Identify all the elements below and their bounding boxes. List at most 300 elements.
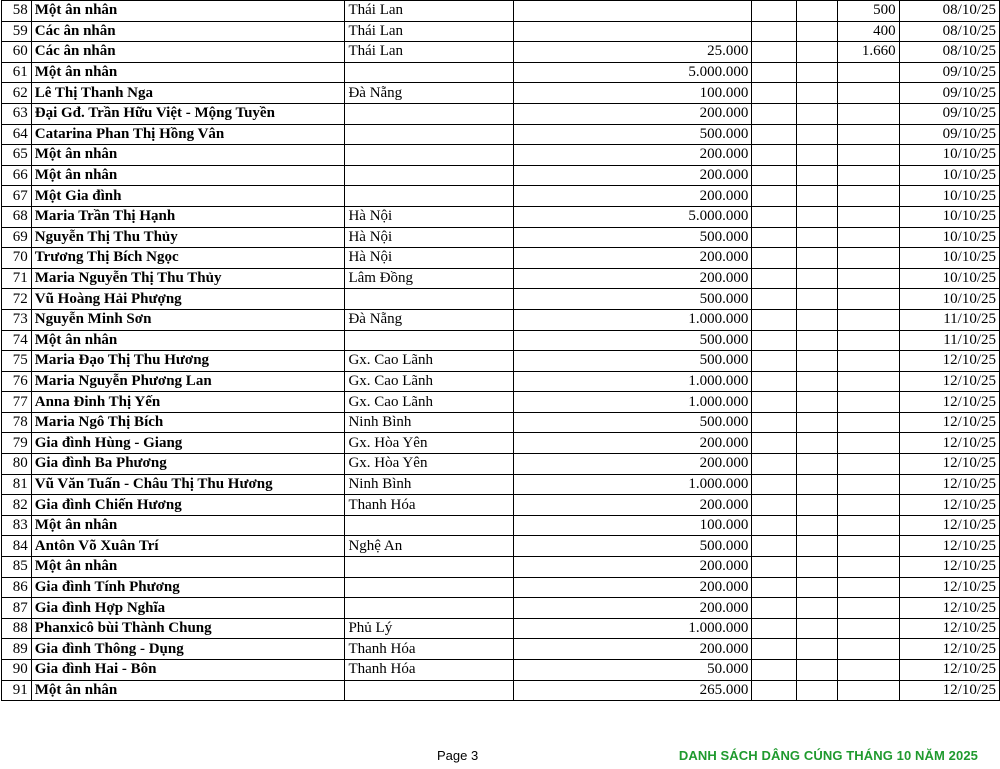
donor-location: Đà Nẵng bbox=[345, 309, 514, 330]
donor-name: Gia đình Hùng - Giang bbox=[31, 433, 345, 454]
donor-name: Các ân nhân bbox=[31, 21, 345, 42]
empty-cell bbox=[797, 454, 838, 475]
donor-name: Antôn Võ Xuân Trí bbox=[31, 536, 345, 557]
row-number: 90 bbox=[2, 660, 32, 681]
amount-vnd: 500.000 bbox=[514, 330, 752, 351]
empty-cell bbox=[797, 103, 838, 124]
amount-vnd: 100.000 bbox=[514, 515, 752, 536]
donor-location bbox=[345, 289, 514, 310]
donor-location bbox=[345, 577, 514, 598]
donation-date: 10/10/25 bbox=[899, 165, 999, 186]
donor-location bbox=[345, 680, 514, 701]
row-number: 68 bbox=[2, 206, 32, 227]
empty-cell bbox=[752, 515, 797, 536]
amount-vnd: 200.000 bbox=[514, 433, 752, 454]
empty-cell bbox=[752, 536, 797, 557]
amount-vnd: 1.000.000 bbox=[514, 309, 752, 330]
table-row bbox=[2, 680, 1000, 701]
amount-foreign bbox=[838, 83, 899, 104]
empty-cell bbox=[752, 1, 797, 22]
empty-cell bbox=[797, 618, 838, 639]
table-row bbox=[2, 433, 1000, 454]
table-row bbox=[2, 83, 1000, 104]
amount-foreign bbox=[838, 557, 899, 578]
amount-foreign bbox=[838, 351, 899, 372]
empty-cell bbox=[797, 227, 838, 248]
empty-cell bbox=[752, 21, 797, 42]
amount-vnd: 100.000 bbox=[514, 83, 752, 104]
amount-vnd: 200.000 bbox=[514, 495, 752, 516]
donation-date: 12/10/25 bbox=[899, 474, 999, 495]
row-number: 58 bbox=[2, 1, 32, 22]
empty-cell bbox=[797, 557, 838, 578]
donation-date: 12/10/25 bbox=[899, 515, 999, 536]
donation-date: 09/10/25 bbox=[899, 62, 999, 83]
page-number: Page 3 bbox=[437, 748, 479, 763]
amount-vnd: 200.000 bbox=[514, 165, 752, 186]
table-row bbox=[2, 124, 1000, 145]
amount-vnd bbox=[514, 21, 752, 42]
donation-date: 12/10/25 bbox=[899, 351, 999, 372]
donation-date: 09/10/25 bbox=[899, 124, 999, 145]
row-number: 86 bbox=[2, 577, 32, 598]
empty-cell bbox=[797, 248, 838, 269]
empty-cell bbox=[797, 62, 838, 83]
empty-cell bbox=[797, 145, 838, 166]
donor-name: Một ân nhân bbox=[31, 557, 345, 578]
table-row bbox=[2, 227, 1000, 248]
donation-date: 10/10/25 bbox=[899, 186, 999, 207]
empty-cell bbox=[752, 268, 797, 289]
table-row bbox=[2, 557, 1000, 578]
empty-cell bbox=[752, 412, 797, 433]
amount-foreign bbox=[838, 598, 899, 619]
table-row bbox=[2, 536, 1000, 557]
table-row bbox=[2, 309, 1000, 330]
donor-location: Gx. Hòa Yên bbox=[345, 433, 514, 454]
donor-name: Lê Thị Thanh Nga bbox=[31, 83, 345, 104]
table-row bbox=[2, 371, 1000, 392]
empty-cell bbox=[752, 639, 797, 660]
empty-cell bbox=[797, 165, 838, 186]
empty-cell bbox=[752, 330, 797, 351]
row-number: 83 bbox=[2, 515, 32, 536]
table-row bbox=[2, 351, 1000, 372]
donation-date: 08/10/25 bbox=[899, 21, 999, 42]
donor-location: Ninh Bình bbox=[345, 412, 514, 433]
amount-vnd: 5.000.000 bbox=[514, 62, 752, 83]
empty-cell bbox=[752, 62, 797, 83]
donation-date: 12/10/25 bbox=[899, 392, 999, 413]
amount-foreign bbox=[838, 145, 899, 166]
donor-name: Catarina Phan Thị Hồng Vân bbox=[31, 124, 345, 145]
empty-cell bbox=[797, 660, 838, 681]
empty-cell bbox=[752, 289, 797, 310]
donor-name: Phanxicô bùi Thành Chung bbox=[31, 618, 345, 639]
amount-vnd: 200.000 bbox=[514, 598, 752, 619]
amount-vnd: 200.000 bbox=[514, 145, 752, 166]
amount-vnd: 1.000.000 bbox=[514, 618, 752, 639]
amount-foreign bbox=[838, 371, 899, 392]
empty-cell bbox=[752, 660, 797, 681]
amount-foreign bbox=[838, 618, 899, 639]
amount-foreign: 500 bbox=[838, 1, 899, 22]
amount-vnd: 5.000.000 bbox=[514, 206, 752, 227]
empty-cell bbox=[797, 206, 838, 227]
amount-foreign bbox=[838, 495, 899, 516]
donor-location: Hà Nội bbox=[345, 227, 514, 248]
donor-name: Gia đình Thông - Dụng bbox=[31, 639, 345, 660]
donor-location bbox=[345, 124, 514, 145]
empty-cell bbox=[752, 557, 797, 578]
empty-cell bbox=[752, 433, 797, 454]
empty-cell bbox=[797, 1, 838, 22]
row-number: 61 bbox=[2, 62, 32, 83]
row-number: 64 bbox=[2, 124, 32, 145]
row-number: 73 bbox=[2, 309, 32, 330]
donation-date: 12/10/25 bbox=[899, 412, 999, 433]
amount-vnd: 500.000 bbox=[514, 289, 752, 310]
empty-cell bbox=[752, 103, 797, 124]
amount-vnd: 500.000 bbox=[514, 227, 752, 248]
amount-foreign bbox=[838, 268, 899, 289]
donor-name: Một ân nhân bbox=[31, 145, 345, 166]
amount-foreign: 400 bbox=[838, 21, 899, 42]
document-title: DANH SÁCH DÂNG CÚNG THÁNG 10 NĂM 2025 bbox=[678, 748, 978, 763]
table-row bbox=[2, 268, 1000, 289]
donation-table-body bbox=[2, 1, 1000, 701]
donation-date: 12/10/25 bbox=[899, 577, 999, 598]
donor-name: Một Gia đình bbox=[31, 186, 345, 207]
amount-vnd: 200.000 bbox=[514, 248, 752, 269]
empty-cell bbox=[752, 145, 797, 166]
empty-cell bbox=[797, 392, 838, 413]
donor-location bbox=[345, 186, 514, 207]
row-number: 60 bbox=[2, 42, 32, 63]
donation-date: 10/10/25 bbox=[899, 206, 999, 227]
amount-foreign bbox=[838, 165, 899, 186]
empty-cell bbox=[797, 309, 838, 330]
empty-cell bbox=[752, 454, 797, 475]
amount-vnd: 200.000 bbox=[514, 268, 752, 289]
donor-name: Gia đình Hợp Nghĩa bbox=[31, 598, 345, 619]
amount-foreign bbox=[838, 680, 899, 701]
donor-name: Anna Đinh Thị Yến bbox=[31, 392, 345, 413]
amount-foreign bbox=[838, 309, 899, 330]
amount-vnd: 25.000 bbox=[514, 42, 752, 63]
amount-foreign bbox=[838, 577, 899, 598]
donation-date: 12/10/25 bbox=[899, 660, 999, 681]
amount-vnd: 200.000 bbox=[514, 103, 752, 124]
donor-location: Gx. Cao Lãnh bbox=[345, 371, 514, 392]
row-number: 81 bbox=[2, 474, 32, 495]
empty-cell bbox=[797, 639, 838, 660]
donor-location: Thanh Hóa bbox=[345, 495, 514, 516]
donor-location: Hà Nội bbox=[345, 248, 514, 269]
row-number: 76 bbox=[2, 371, 32, 392]
row-number: 85 bbox=[2, 557, 32, 578]
amount-foreign bbox=[838, 186, 899, 207]
amount-foreign bbox=[838, 124, 899, 145]
empty-cell bbox=[752, 42, 797, 63]
donation-date: 12/10/25 bbox=[899, 639, 999, 660]
amount-foreign bbox=[838, 248, 899, 269]
amount-vnd: 500.000 bbox=[514, 412, 752, 433]
table-row bbox=[2, 21, 1000, 42]
donation-date: 12/10/25 bbox=[899, 557, 999, 578]
donor-name: Trương Thị Bích Ngọc bbox=[31, 248, 345, 269]
donor-name: Maria Ngô Thị Bích bbox=[31, 412, 345, 433]
donor-location bbox=[345, 557, 514, 578]
donation-date: 12/10/25 bbox=[899, 454, 999, 475]
donor-name: Maria Nguyễn Phương Lan bbox=[31, 371, 345, 392]
donation-date: 08/10/25 bbox=[899, 42, 999, 63]
table-row bbox=[2, 618, 1000, 639]
donor-location: Thái Lan bbox=[345, 1, 514, 22]
donor-location: Ninh Bình bbox=[345, 474, 514, 495]
table-row bbox=[2, 515, 1000, 536]
amount-vnd: 1.000.000 bbox=[514, 371, 752, 392]
donation-date: 10/10/25 bbox=[899, 248, 999, 269]
donor-name: Maria Nguyễn Thị Thu Thủy bbox=[31, 268, 345, 289]
amount-foreign: 1.660 bbox=[838, 42, 899, 63]
empty-cell bbox=[797, 412, 838, 433]
donor-location: Gx. Cao Lãnh bbox=[345, 351, 514, 372]
empty-cell bbox=[752, 309, 797, 330]
donor-name: Vũ Hoàng Hải Phượng bbox=[31, 289, 345, 310]
table-row bbox=[2, 103, 1000, 124]
table-row bbox=[2, 495, 1000, 516]
empty-cell bbox=[752, 598, 797, 619]
amount-foreign bbox=[838, 103, 899, 124]
empty-cell bbox=[797, 21, 838, 42]
donation-date: 09/10/25 bbox=[899, 83, 999, 104]
donor-location: Gx. Cao Lãnh bbox=[345, 392, 514, 413]
donor-name: Maria Trần Thị Hạnh bbox=[31, 206, 345, 227]
empty-cell bbox=[752, 227, 797, 248]
amount-foreign bbox=[838, 412, 899, 433]
table-row bbox=[2, 289, 1000, 310]
empty-cell bbox=[752, 186, 797, 207]
amount-vnd: 50.000 bbox=[514, 660, 752, 681]
row-number: 89 bbox=[2, 639, 32, 660]
row-number: 63 bbox=[2, 103, 32, 124]
empty-cell bbox=[752, 371, 797, 392]
donor-location: Thái Lan bbox=[345, 42, 514, 63]
amount-vnd: 200.000 bbox=[514, 557, 752, 578]
empty-cell bbox=[752, 165, 797, 186]
row-number: 77 bbox=[2, 392, 32, 413]
empty-cell bbox=[797, 515, 838, 536]
empty-cell bbox=[797, 330, 838, 351]
donor-name: Maria Đạo Thị Thu Hương bbox=[31, 351, 345, 372]
donor-location bbox=[345, 330, 514, 351]
donor-name: Một ân nhân bbox=[31, 680, 345, 701]
donation-date: 11/10/25 bbox=[899, 330, 999, 351]
donor-name: Một ân nhân bbox=[31, 515, 345, 536]
donor-name: Đại Gđ. Trần Hữu Việt - Mộng Tuyền bbox=[31, 103, 345, 124]
amount-foreign bbox=[838, 660, 899, 681]
table-row bbox=[2, 248, 1000, 269]
row-number: 72 bbox=[2, 289, 32, 310]
donor-location: Phủ Lý bbox=[345, 618, 514, 639]
donor-location bbox=[345, 145, 514, 166]
row-number: 59 bbox=[2, 21, 32, 42]
amount-vnd bbox=[514, 1, 752, 22]
amount-foreign bbox=[838, 289, 899, 310]
empty-cell bbox=[797, 351, 838, 372]
amount-foreign bbox=[838, 536, 899, 557]
table-row bbox=[2, 165, 1000, 186]
donor-location bbox=[345, 515, 514, 536]
donor-location bbox=[345, 165, 514, 186]
amount-foreign bbox=[838, 433, 899, 454]
empty-cell bbox=[797, 83, 838, 104]
amount-foreign bbox=[838, 474, 899, 495]
donor-location: Gx. Hòa Yên bbox=[345, 454, 514, 475]
donor-location: Lâm Đồng bbox=[345, 268, 514, 289]
amount-foreign bbox=[838, 62, 899, 83]
table-row bbox=[2, 412, 1000, 433]
amount-foreign bbox=[838, 330, 899, 351]
table-row bbox=[2, 206, 1000, 227]
donor-name: Một ân nhân bbox=[31, 330, 345, 351]
empty-cell bbox=[797, 186, 838, 207]
empty-cell bbox=[797, 371, 838, 392]
empty-cell bbox=[752, 351, 797, 372]
table-row bbox=[2, 186, 1000, 207]
row-number: 66 bbox=[2, 165, 32, 186]
row-number: 71 bbox=[2, 268, 32, 289]
donation-date: 09/10/25 bbox=[899, 103, 999, 124]
empty-cell bbox=[797, 42, 838, 63]
table-row bbox=[2, 330, 1000, 351]
donation-date: 12/10/25 bbox=[899, 433, 999, 454]
amount-foreign bbox=[838, 454, 899, 475]
empty-cell bbox=[797, 598, 838, 619]
row-number: 74 bbox=[2, 330, 32, 351]
table-row bbox=[2, 145, 1000, 166]
empty-cell bbox=[752, 248, 797, 269]
table-row bbox=[2, 598, 1000, 619]
empty-cell bbox=[797, 680, 838, 701]
empty-cell bbox=[752, 618, 797, 639]
row-number: 65 bbox=[2, 145, 32, 166]
amount-foreign bbox=[838, 227, 899, 248]
donor-location: Nghệ An bbox=[345, 536, 514, 557]
empty-cell bbox=[797, 577, 838, 598]
donation-date: 10/10/25 bbox=[899, 227, 999, 248]
table-row bbox=[2, 577, 1000, 598]
donor-location: Thanh Hóa bbox=[345, 660, 514, 681]
row-number: 87 bbox=[2, 598, 32, 619]
donation-table bbox=[1, 0, 1000, 701]
table-row bbox=[2, 62, 1000, 83]
donation-date: 12/10/25 bbox=[899, 495, 999, 516]
table-row bbox=[2, 1, 1000, 22]
amount-vnd: 200.000 bbox=[514, 577, 752, 598]
donor-location: Đà Nẵng bbox=[345, 83, 514, 104]
donor-name: Nguyễn Thị Thu Thủy bbox=[31, 227, 345, 248]
amount-foreign bbox=[838, 392, 899, 413]
row-number: 62 bbox=[2, 83, 32, 104]
empty-cell bbox=[797, 474, 838, 495]
amount-vnd: 1.000.000 bbox=[514, 392, 752, 413]
empty-cell bbox=[752, 392, 797, 413]
amount-vnd: 200.000 bbox=[514, 454, 752, 475]
donation-date: 10/10/25 bbox=[899, 268, 999, 289]
table-row bbox=[2, 474, 1000, 495]
empty-cell bbox=[797, 536, 838, 557]
amount-foreign bbox=[838, 639, 899, 660]
row-number: 67 bbox=[2, 186, 32, 207]
row-number: 82 bbox=[2, 495, 32, 516]
donor-name: Gia đình Chiến Hương bbox=[31, 495, 345, 516]
donor-location: Hà Nội bbox=[345, 206, 514, 227]
empty-cell bbox=[797, 289, 838, 310]
empty-cell bbox=[797, 433, 838, 454]
empty-cell bbox=[797, 495, 838, 516]
donor-name: Một ân nhân bbox=[31, 1, 345, 22]
donation-date: 08/10/25 bbox=[899, 1, 999, 22]
donor-location bbox=[345, 103, 514, 124]
donor-name: Nguyễn Minh Sơn bbox=[31, 309, 345, 330]
empty-cell bbox=[752, 124, 797, 145]
row-number: 78 bbox=[2, 412, 32, 433]
empty-cell bbox=[752, 495, 797, 516]
donor-name: Gia đình Hai - Bôn bbox=[31, 660, 345, 681]
donation-date: 11/10/25 bbox=[899, 309, 999, 330]
donation-date: 12/10/25 bbox=[899, 618, 999, 639]
amount-foreign bbox=[838, 515, 899, 536]
amount-vnd: 500.000 bbox=[514, 124, 752, 145]
donation-date: 10/10/25 bbox=[899, 289, 999, 310]
donation-date: 12/10/25 bbox=[899, 371, 999, 392]
donor-name: Gia đình Ba Phương bbox=[31, 454, 345, 475]
row-number: 75 bbox=[2, 351, 32, 372]
donor-name: Một ân nhân bbox=[31, 165, 345, 186]
donor-name: Gia đình Tính Phương bbox=[31, 577, 345, 598]
donation-date: 12/10/25 bbox=[899, 598, 999, 619]
donation-date: 12/10/25 bbox=[899, 680, 999, 701]
donor-location: Thanh Hóa bbox=[345, 639, 514, 660]
donor-name: Các ân nhân bbox=[31, 42, 345, 63]
donor-location: Thái Lan bbox=[345, 21, 514, 42]
row-number: 84 bbox=[2, 536, 32, 557]
row-number: 80 bbox=[2, 454, 32, 475]
amount-vnd: 500.000 bbox=[514, 536, 752, 557]
row-number: 91 bbox=[2, 680, 32, 701]
donor-location bbox=[345, 62, 514, 83]
row-number: 79 bbox=[2, 433, 32, 454]
amount-vnd: 1.000.000 bbox=[514, 474, 752, 495]
table-row bbox=[2, 660, 1000, 681]
amount-vnd: 265.000 bbox=[514, 680, 752, 701]
donor-name: Vũ Văn Tuấn - Châu Thị Thu Hương bbox=[31, 474, 345, 495]
donor-name: Một ân nhân bbox=[31, 62, 345, 83]
row-number: 88 bbox=[2, 618, 32, 639]
row-number: 70 bbox=[2, 248, 32, 269]
table-row bbox=[2, 392, 1000, 413]
empty-cell bbox=[797, 124, 838, 145]
amount-vnd: 500.000 bbox=[514, 351, 752, 372]
empty-cell bbox=[752, 680, 797, 701]
row-number: 69 bbox=[2, 227, 32, 248]
table-row bbox=[2, 42, 1000, 63]
amount-foreign bbox=[838, 206, 899, 227]
empty-cell bbox=[797, 268, 838, 289]
table-row bbox=[2, 639, 1000, 660]
